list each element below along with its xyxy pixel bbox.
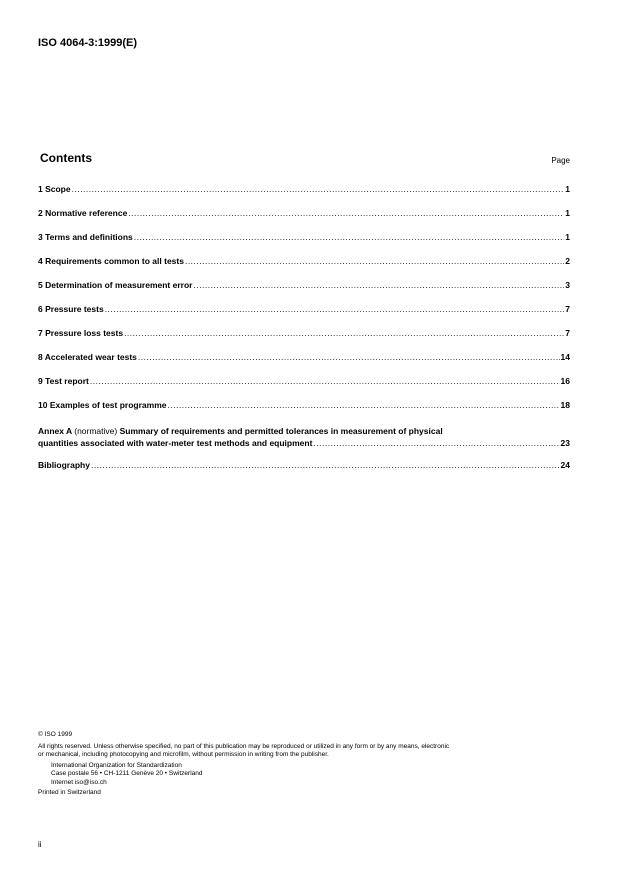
annex-line-2 xyxy=(38,437,570,449)
contents-title: Contents xyxy=(40,151,92,165)
toc-leader-dots xyxy=(185,255,564,267)
org-name: International Organization for Standardization xyxy=(51,761,182,769)
annex-title-line1: Summary of requirements and permitted tolerances in measurement of physical xyxy=(119,426,443,436)
toc-entry-page: 1 xyxy=(565,184,570,194)
toc-entry-page: 16 xyxy=(560,376,570,386)
annex-qualifier: (normative) xyxy=(74,426,118,436)
toc-entry[interactable] xyxy=(38,327,570,351)
toc-entry[interactable] xyxy=(38,231,570,255)
copyright-footer xyxy=(38,731,578,798)
toc-entry-title: 10 Examples of test programme xyxy=(38,400,167,410)
toc-entry-page: 2 xyxy=(565,256,570,266)
document-id-header: ISO 4064-3:1999(E) xyxy=(38,37,138,49)
toc-leader-dots xyxy=(105,303,565,315)
rights-line-1: All rights reserved. Unless otherwise specified, no part of this publication may be reproduced or utilized in any form or by any means, electronic xyxy=(38,742,450,750)
toc-bibliography-entry[interactable] xyxy=(38,459,570,483)
toc-entry-title: 3 Terms and definitions xyxy=(38,232,133,242)
toc-entry[interactable] xyxy=(38,207,570,231)
org-internet: Internet iso@iso.ch xyxy=(51,778,107,786)
toc-leader-dots xyxy=(90,375,560,387)
toc-entry-title: 8 Accelerated wear tests xyxy=(38,352,137,362)
toc-entry-page: 14 xyxy=(560,352,570,362)
toc-entry[interactable] xyxy=(38,183,570,207)
toc-entry-page: 1 xyxy=(565,208,570,218)
toc-entry-page: 7 xyxy=(565,328,570,338)
toc-leader-dots xyxy=(168,399,560,411)
toc-entry-title: 9 Test report xyxy=(38,376,89,386)
toc-entry[interactable] xyxy=(38,351,570,375)
toc-entry[interactable] xyxy=(38,399,570,423)
toc-entry-title: 1 Scope xyxy=(38,184,71,194)
toc-entry[interactable] xyxy=(38,375,570,399)
toc-entry-page: 7 xyxy=(565,304,570,314)
copyright-line: © ISO 1999 xyxy=(38,731,73,738)
toc-leader-dots xyxy=(193,279,564,291)
toc-leader-dots xyxy=(138,351,560,363)
annex-page: 23 xyxy=(560,438,570,448)
org-address: Case postale 56 • CH-1211 Genève 20 • Switzerland xyxy=(51,770,203,777)
toc-entry[interactable] xyxy=(38,255,570,279)
bibliography-page: 24 xyxy=(560,460,570,470)
toc-entry-page: 3 xyxy=(565,280,570,290)
toc-leader-dots xyxy=(128,207,564,219)
bibliography-title: Bibliography xyxy=(38,460,90,470)
toc-entry-page: 18 xyxy=(560,400,570,410)
annex-label: Annex A xyxy=(38,426,72,436)
rights-line-2: or mechanical, including photocopying and microfilm, without permission in writing from the publisher. xyxy=(38,751,329,758)
toc-entry-title: 7 Pressure loss tests xyxy=(38,328,124,338)
toc-leader-dots xyxy=(72,183,565,195)
printed-in: Printed in Switzerland xyxy=(38,789,101,796)
toc-entry-title: 2 Normative reference xyxy=(38,208,128,218)
annex-title-line2: quantities associated with water-meter test methods and equipment xyxy=(38,438,313,448)
toc-entry-title: 5 Determination of measurement error xyxy=(38,280,193,290)
toc-leader-dots xyxy=(91,459,560,471)
toc-entry-title: 6 Pressure tests xyxy=(38,304,104,314)
table-of-contents xyxy=(38,183,570,483)
toc-annex-entry[interactable] xyxy=(38,425,570,449)
toc-entry[interactable] xyxy=(38,279,570,303)
toc-entry-page: 1 xyxy=(565,232,570,242)
toc-leader-dots xyxy=(124,327,564,339)
page-column-label: Page xyxy=(551,156,570,165)
annex-line-1 xyxy=(38,425,570,437)
toc-entry-title: 4 Requirements common to all tests xyxy=(38,256,184,266)
toc-entry[interactable] xyxy=(38,303,570,327)
toc-leader-dots xyxy=(313,437,559,449)
page-number: ii xyxy=(38,840,42,849)
toc-leader-dots xyxy=(134,231,564,243)
